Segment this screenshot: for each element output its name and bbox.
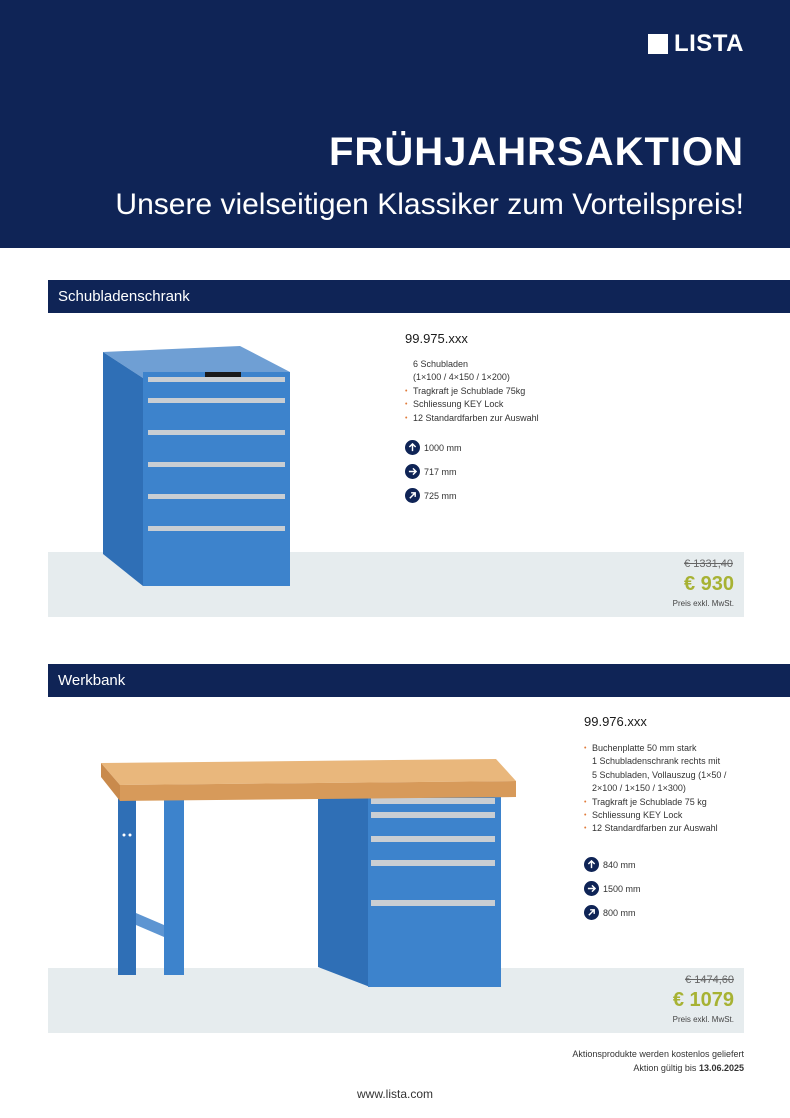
dimension-width [405, 464, 457, 479]
article-number: 99.976.xxx [584, 714, 647, 729]
old-price: € 1331,40 [684, 558, 733, 570]
feature-item: 5 Schubladen, Vollauszug (1×50 / [592, 769, 727, 780]
dimension-height [405, 440, 462, 455]
feature-item: • 12 Standardfarben zur Auswahl [584, 822, 744, 835]
cabinet-side [318, 795, 370, 987]
dimension-height [584, 857, 636, 872]
feature-item: • Schliessung KEY Lock [405, 398, 645, 411]
dimension-value: 800 mm [603, 907, 636, 918]
feature-item: 1 Schubladenschrank rechts mit [592, 756, 721, 767]
feature-item: • Schliessung KEY Lock [584, 809, 744, 822]
arrow-up-icon [405, 440, 420, 455]
sale-price: € 930 [683, 573, 734, 595]
drawer-cabinet-image [100, 342, 295, 587]
feature-item: • 12 Standardfarben zur Auswahl [405, 412, 645, 425]
workbench-crossbar [136, 913, 164, 937]
arrow-right-icon [405, 464, 420, 479]
dimension-value: 717 mm [424, 466, 457, 477]
lista-logo[interactable] [648, 30, 744, 58]
validity-prefix: Aktion gültig bis [633, 1063, 697, 1073]
arrow-right-icon [584, 881, 599, 896]
section-bar-schubladenschrank: Schubladenschrank [48, 280, 790, 313]
cabinet-front [368, 795, 501, 987]
page-title: FRÜHJAHRSAKTION [329, 130, 744, 174]
logo-text: LISTA [673, 30, 744, 57]
dimension-value: 725 mm [424, 490, 457, 501]
dimension-value: 1500 mm [603, 883, 641, 894]
article-number: 99.975.xxx [405, 331, 468, 346]
feature-item: • Buchenplatte 50 mm stark [584, 742, 744, 755]
workbench-image [98, 755, 523, 990]
website-link[interactable]: www.lista.com [356, 1087, 433, 1101]
workbench-leg [164, 795, 184, 975]
dimension-depth [584, 905, 636, 920]
page-subtitle: Unsere vielseitigen Klassiker zum Vorteilspreis! [115, 188, 744, 221]
delivery-note: Aktionsprodukte werden kostenlos geliefert [572, 1049, 744, 1059]
validity-note [633, 1063, 744, 1073]
dimension-width [584, 881, 641, 896]
logo-square-icon [648, 34, 668, 54]
arrow-diagonal-icon [584, 905, 599, 920]
cabinet-side [103, 352, 143, 586]
feature-list [584, 742, 744, 836]
feature-item: • Tragkraft je Schublade 75kg [405, 385, 645, 398]
arrow-diagonal-icon [405, 488, 420, 503]
feature-item: (1×100 / 4×150 / 1×200) [413, 372, 510, 383]
feature-item: 2×100 / 1×150 / 1×300) [592, 783, 686, 794]
arrow-up-icon [584, 857, 599, 872]
sale-price: € 1079 [672, 989, 734, 1011]
feature-list [405, 358, 645, 425]
cabinet-front [143, 372, 290, 586]
header-banner [0, 0, 790, 248]
workbench-leg [118, 785, 136, 975]
dimension-depth [405, 488, 457, 503]
old-price: € 1474,60 [685, 974, 734, 986]
vat-note: Preis exkl. MwSt. [672, 599, 734, 608]
section-bar-werkbank: Werkbank [48, 664, 790, 697]
feature-item: 6 Schubladen [413, 359, 469, 369]
validity-date: 13.06.2025 [698, 1063, 744, 1073]
beech-worktop [101, 759, 516, 785]
dimension-value: 840 mm [603, 859, 636, 870]
dimension-value: 1000 mm [424, 442, 462, 453]
vat-note: Preis exkl. MwSt. [672, 1015, 734, 1024]
feature-item: • Tragkraft je Schublade 75 kg [584, 796, 744, 809]
